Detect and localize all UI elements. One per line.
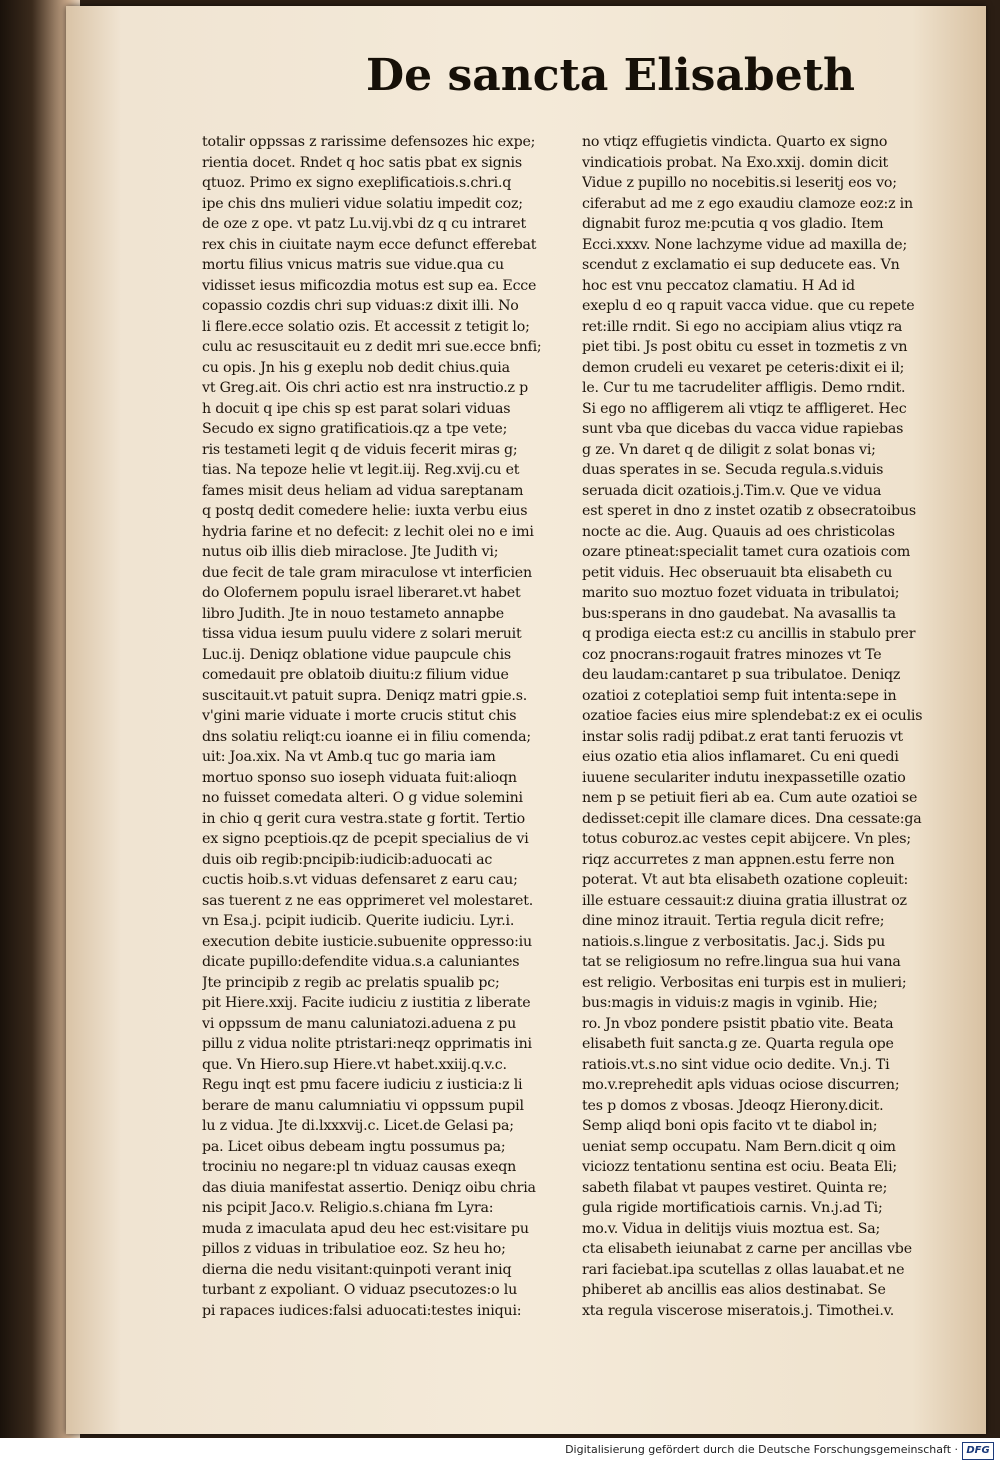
text-line: iuuene seculariter indutu inexpassetille ozatio <box>582 769 906 786</box>
text-line: rientia docet. Rndet q hoc satis pbat ex signis <box>202 154 522 171</box>
text-line: Semp aliqd boni opis facito vt te diabol in; <box>582 1118 878 1134</box>
text-line: lu z vidua. Jte di.lxxxvij.c. Licet.de Gelasi pa; <box>202 1118 514 1134</box>
text-line: deu laudam:cantaret p sua tribulatoe. Deniqz <box>582 667 901 683</box>
text-line: hydria farine et no defecit: z lechit olei no e imi <box>202 523 534 540</box>
text-line: vi oppssum de manu caluniatozi.aduena z pu <box>202 1015 517 1032</box>
text-line: coz pnocrans:rogauit fratres minozes vt Te <box>582 646 882 663</box>
text-line: bus:sperans in dno gaudebat. Na avasallis ta <box>582 605 896 622</box>
text-line: dedisset:cepit ille clamare dices. Dna cessate:ga <box>582 810 922 827</box>
text-line: das diuia manifestat assertio. Deniqz oibu chria <box>202 1179 536 1196</box>
text-line: viciozz tentationu sentina est ociu. Beata Eli; <box>582 1159 897 1175</box>
text-line: ille estuare cessauit:z diuina gratia illustrat oz <box>582 892 907 909</box>
text-line: do Olofernem populu israel liberaret.vt habet <box>202 585 521 601</box>
text-line: culu ac resuscitauit eu z dedit mri sue.ecce bnfi; <box>202 339 542 355</box>
text-line: pit Hiere.xxij. Facite iudiciu z iustitia z liberate <box>202 995 531 1011</box>
text-line: cu opis. Jn his g exeplu nob dedit chius.quia <box>202 359 510 376</box>
text-line: vn Esa.j. pcipit iudicib. Querite iudiciu. Lyr.i. <box>202 913 515 929</box>
text-line: seruada dicit ozatiois.j.Tim.v. Que ve vidua <box>582 482 882 499</box>
text-line: sunt vba que dicebas du vacca vidue rapiebas <box>582 421 904 437</box>
text-line: eius ozatio etia alios inflamaret. Cu eni quedi <box>582 749 899 765</box>
text-line: rex chis in ciuitate naym ecce defunct efferebat <box>202 236 537 253</box>
text-line: tat se religiosum no refre.lingua sua hui vana <box>582 954 901 970</box>
text-column-right <box>582 132 942 1321</box>
footer-bar <box>0 1438 1000 1464</box>
text-line: q prodiga eiecta est:z cu ancillis in stabulo prer <box>582 626 916 642</box>
text-line: elisabeth fuit sancta.g ze. Quarta regula ope <box>582 1036 894 1052</box>
text-line: nocte ac die. Aug. Quauis ad oes christicolas <box>582 523 895 540</box>
text-line: petit viduis. Hec obseruauit bta elisabeth cu <box>582 564 893 581</box>
text-line: piet tibi. Js post obitu cu esset in tozmetis z vn <box>582 339 908 355</box>
text-line: fames misit deus heliam ad vidua sareptanam <box>202 482 524 499</box>
text-line: gula rigide mortificatiois carnis. Vn.j.ad Ti; <box>582 1200 883 1216</box>
text-line: le. Cur tu me tacrudeliter affligis. Demo rndit. <box>582 380 906 396</box>
text-line: rari faciebat.ipa scutellas z ollas lauabat.et ne <box>582 1261 905 1278</box>
text-line: exeplu d eo q rapuit vacca vidue. que cu repete <box>582 298 915 314</box>
text-line: duas sperates in se. Secuda regula.s.viduis <box>582 462 884 478</box>
text-line: dignabit furoz me:pcutia q vos gladio. Item <box>582 216 884 232</box>
text-line: ciferabut ad me z ego exaudiu clamoze eoz:z in <box>582 195 913 212</box>
text-line: est religio. Verbositas eni turpis est in mulieri; <box>582 974 907 991</box>
text-line: cuctis hoib.s.vt viduas defensaret z earu cau; <box>202 872 518 888</box>
text-line: dicate pupillo:defendite vidua.s.a caluniantes <box>202 954 520 970</box>
text-line: tias. Na tepoze helie vt legit.iij. Reg.xvij.cu et <box>202 462 520 478</box>
text-line: ro. Jn vboz pondere psistit pbatio vite. Beata <box>582 1015 894 1032</box>
text-line: Jte principib z regib ac prelatis spualib pc; <box>202 974 500 991</box>
text-line: de oze z ope. vt patz Lu.vij.vbi dz q cu intraret <box>202 216 527 232</box>
text-line: poterat. Vt aut bta elisabeth ozatione copleuit: <box>582 872 909 888</box>
text-line: comedauit pre oblatoib diuitu:z filium vidue <box>202 667 509 683</box>
text-line: due fecit de tale gram miraculose vt interficien <box>202 564 532 581</box>
text-line: tissa vidua iesum puulu videre z solari meruit <box>202 626 522 642</box>
text-line: tes p domos z vbosas. Jdeoqz Hierony.dicit. <box>582 1097 884 1114</box>
text-line: Vidue z pupillo no nocebitis.si leseritj eos vo; <box>582 175 897 191</box>
running-head: De sancta Elisabeth <box>366 50 856 101</box>
text-line: Luc.ij. Deniqz oblatione vidue paupcule chis <box>202 646 511 663</box>
funding-credit: Digitalisierung gefördert durch die Deutsche Forschungsgemeinschaft · <box>565 1443 958 1456</box>
text-line: est speret in dno z instet ozatib z obsecratoibus <box>582 503 916 519</box>
text-line: pillu z vidua nolite ptristari:neqz opprimatis ini <box>202 1036 532 1052</box>
text-line: demon crudeli eu vexaret pe ceteris:dixit ei il; <box>582 359 905 376</box>
text-line: sas tuerent z ne eas opprimeret vel molestaret. <box>202 892 534 909</box>
text-line: totus coburoz.ac vestes cepit abijcere. Vn ples; <box>582 831 911 847</box>
text-line: v'gini marie viduate i morte crucis stitut chis <box>202 708 517 724</box>
text-line: Si ego no affligerem ali vtiqz te affligeret. Hec <box>582 400 907 417</box>
text-line: instar solis radij pdibat.z erat tanti feruozis vt <box>582 728 903 745</box>
text-line: q postq dedit comedere helie: iuxta verbu eius <box>202 503 528 519</box>
text-line: vindicatiois probat. Na Exo.xxij. domin dicit <box>582 154 889 171</box>
text-line: pi rapaces iudices:falsi aduocati:testes iniqui: <box>202 1302 522 1319</box>
text-line: hoc est vnu peccatoz clamatiu. H Ad id <box>582 277 855 294</box>
text-line: nis pcipit Jaco.v. Religio.s.chiana fm Lyra: <box>202 1200 494 1216</box>
text-line: ipe chis dns mulieri vidue solatiu impedit coz; <box>202 195 523 212</box>
book-page <box>66 6 986 1434</box>
text-line: marito suo moztuo fozet viduata in tribulatoi; <box>582 585 900 601</box>
text-line: uit: Joa.xix. Na vt Amb.q tuc go maria iam <box>202 749 496 765</box>
text-line: bus:magis in viduis:z magis in vginib. Hie; <box>582 995 878 1011</box>
text-line: phiberet ab ancillis eas alios destinabat. Se <box>582 1282 886 1298</box>
text-line: vt Greg.ait. Ois chri actio est nra instructio.z p <box>202 380 529 396</box>
text-line: pa. Licet oibus debeam ingtu possumus pa; <box>202 1138 506 1155</box>
text-line: muda z imaculata apud deu hec est:visitare pu <box>202 1220 529 1237</box>
text-line: ozare ptineat:specialit tamet cura ozatiois com <box>582 544 911 560</box>
text-line: mortu filius vnicus matris sue vidue.qua cu <box>202 257 504 273</box>
text-line: nem p se petiuit fieri ab ea. Cum aute ozatioi se <box>582 790 918 806</box>
text-line: trociniu no negare:pl tn viduaz causas exeqn <box>202 1159 517 1175</box>
text-line: h docuit q ipe chis sp est parat solari viduas <box>202 400 511 417</box>
text-line: ris testameti legit q de viduis fecerit miras g; <box>202 441 518 458</box>
text-line: Secudo ex signo gratificatiois.qz a tpe vete; <box>202 421 508 437</box>
text-line: mo.v. Vidua in delitijs viuis moztua est. Sa; <box>582 1220 881 1237</box>
text-line: qtuoz. Primo ex signo exeplificatiois.s.chri.q <box>202 175 512 191</box>
text-line: li flere.ecce solatio ozis. Et accessit z tetigit lo; <box>202 318 530 335</box>
text-line: scendut z exclamatio ei sup deducete eas. Vn <box>582 257 900 273</box>
text-line: ratiois.vt.s.no sint vidue ocio dedite. Vn.j. Ti <box>582 1056 890 1073</box>
text-line: pillos z viduas in tribulatioe eoz. Sz heu ho; <box>202 1241 506 1257</box>
text-line: dierna die nedu visitant:quinpoti verant iniq <box>202 1261 512 1278</box>
text-line: dns solatiu reliqt:cu ioanne ei in filiu comenda; <box>202 728 531 745</box>
text-line: vidisset iesus mificozdia motus est sup ea. Ecce <box>202 277 537 294</box>
text-line: cta elisabeth ieiunabat z carne per ancillas vbe <box>582 1241 912 1257</box>
dfg-logo: DFG <box>962 1442 994 1460</box>
text-line: Regu inqt est pmu facere iudiciu z iusticia:z li <box>202 1077 523 1093</box>
text-line: ex signo pceptiois.qz de pcepit specialius de vi <box>202 831 529 847</box>
text-line: no fuisset comedata alteri. O g vidue solemini <box>202 790 523 806</box>
text-line: que. Vn Hiero.sup Hiere.vt habet.xxiij.q.v.c. <box>202 1056 507 1073</box>
text-column-left <box>202 132 562 1321</box>
text-line: turbant z expoliant. O viduaz psecutozes:o lu <box>202 1282 518 1298</box>
text-line: libro Judith. Jte in nouo testameto annapbe <box>202 605 504 622</box>
text-line: riqz accurretes z man appnen.estu ferre non <box>582 851 895 868</box>
text-line: mo.v.reprehedit apls viduas ociose discurren; <box>582 1077 900 1093</box>
text-line: execution debite iusticie.subuenite oppresso:iu <box>202 933 532 950</box>
text-line: totalir oppssas z rarissime defensozes hic expe; <box>202 134 536 150</box>
text-line: mortuo sponso suo ioseph viduata fuit:alioqn <box>202 769 517 786</box>
text-line: berare de manu calumniatiu vi oppssum pupil <box>202 1097 524 1114</box>
text-line: ret:ille rndit. Si ego no accipiam alius vtiqz ra <box>582 318 903 335</box>
text-line: ozatioe facies eius mire splendebat:z ex ei oculis <box>582 708 923 724</box>
text-line: natiois.s.lingue z verbositatis. Jac.j. Sids pu <box>582 933 886 950</box>
text-line: dine minoz itrauit. Tertia regula dicit refre; <box>582 913 885 929</box>
text-line: no vtiqz effugietis vindicta. Quarto ex signo <box>582 134 888 150</box>
text-line: copassio cozdis chri sup viduas:z dixit illi. No <box>202 298 519 314</box>
text-line: xta regula viscerose miseratois.j. Timothei.v. <box>582 1302 895 1319</box>
text-line: Ecci.xxxv. None lachzyme vidue ad maxilla de; <box>582 236 908 253</box>
text-line: suscitauit.vt patuit supra. Deniqz matri gpie.s. <box>202 687 528 704</box>
text-line: in chio q gerit cura vestra.state g fortit. Tertio <box>202 810 525 827</box>
text-line: sabeth filabat vt paupes vestiret. Quinta re; <box>582 1179 888 1196</box>
text-line: g ze. Vn daret q de diligit z solat bonas vi; <box>582 441 876 458</box>
text-line: ozatioi z coteplatioi semp fuit intenta:sepe in <box>582 687 897 704</box>
text-line: ueniat semp occupatu. Nam Bern.dicit q oim <box>582 1138 896 1155</box>
text-line: nutus oib illis dieb miraclose. Jte Judith vi; <box>202 544 499 560</box>
text-line: duis oib regib:pncipib:iudicib:aduocati ac <box>202 851 493 868</box>
